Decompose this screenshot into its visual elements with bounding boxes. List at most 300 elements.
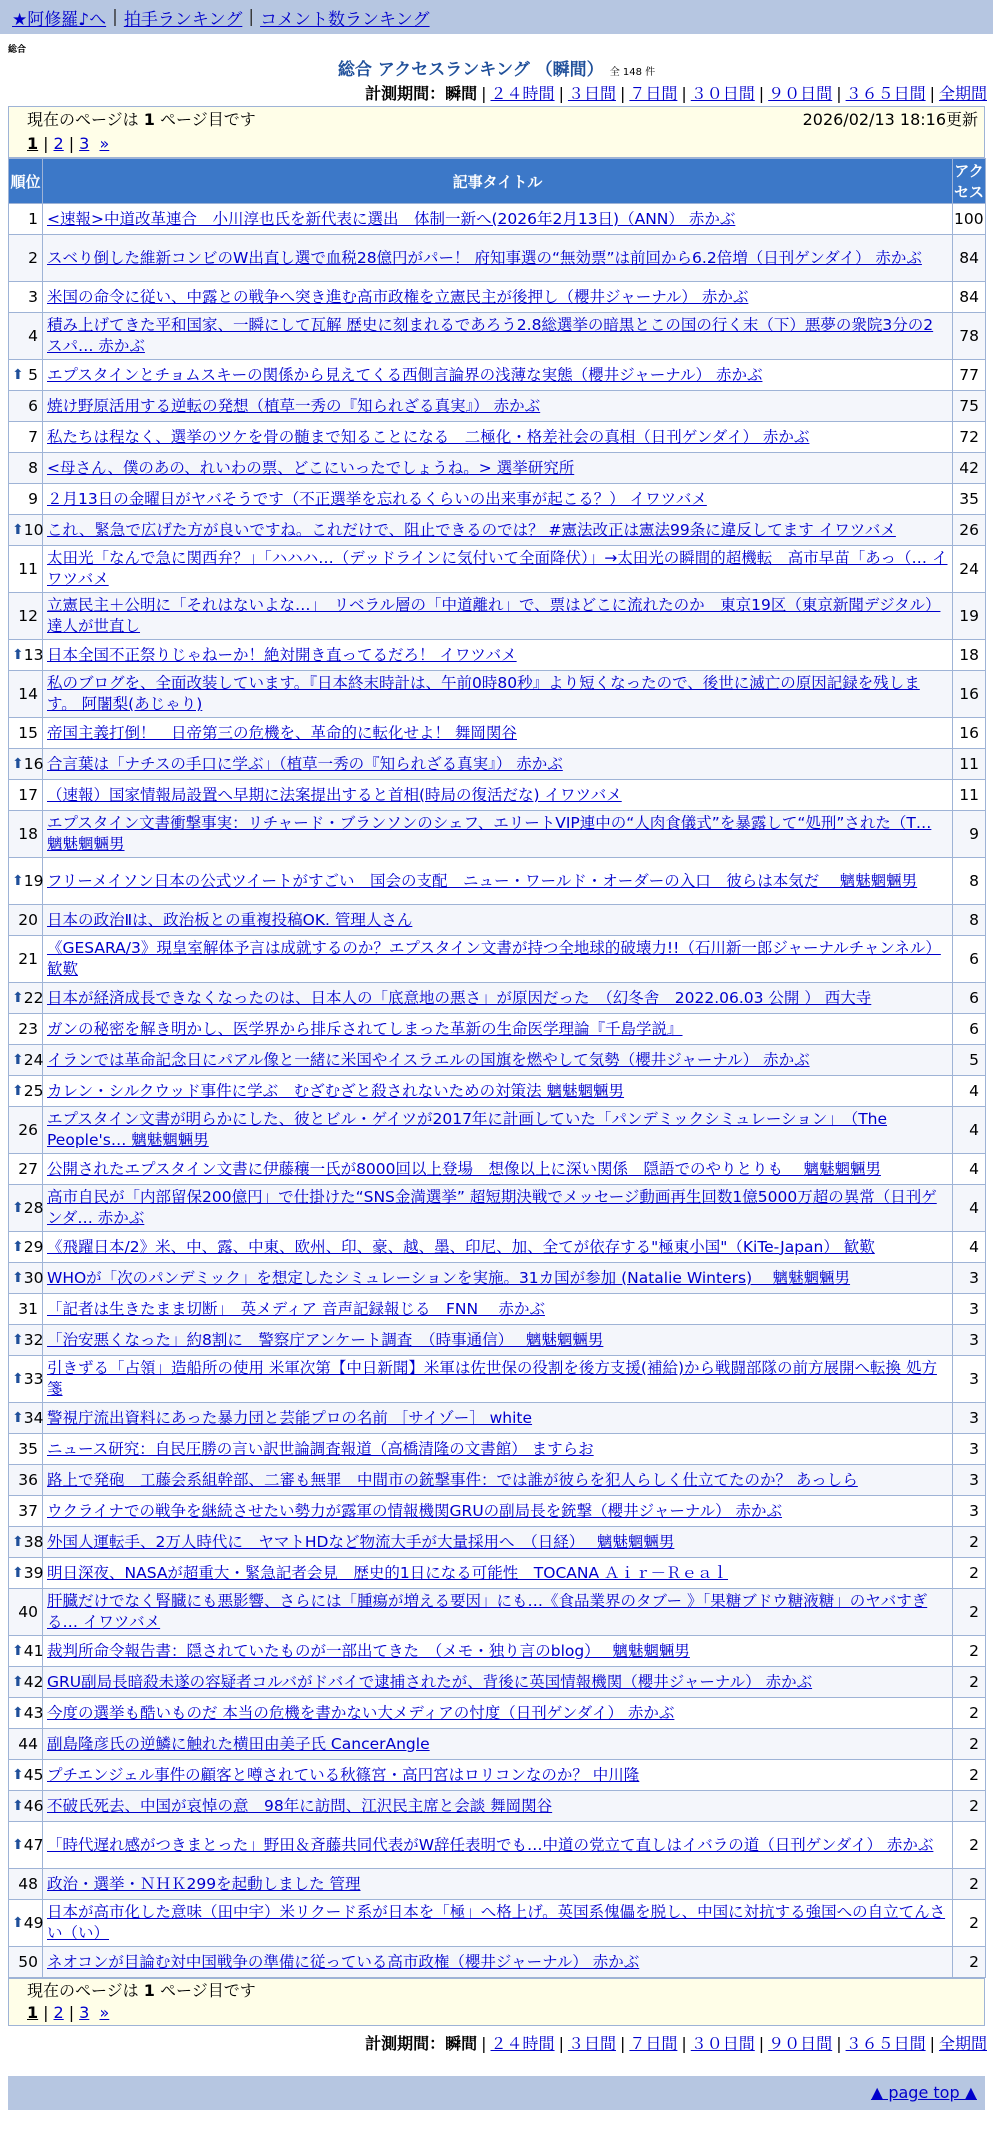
rank-cell (9, 749, 43, 780)
rank-cell (9, 1263, 43, 1294)
access-count: 8 (953, 858, 986, 905)
access-count: 3 (953, 1403, 986, 1434)
up-arrow-icon: ⬆ (12, 366, 24, 383)
rank-number: 30 (23, 1268, 44, 1287)
page-separator: | (68, 2003, 75, 2022)
title-cell (43, 905, 953, 936)
rank-cell (9, 718, 43, 749)
article-link[interactable]: カレン・シルクウッド事件に学ぶ むざむざと殺されないための対策法 魑魅魍魎男 (47, 1081, 625, 1100)
period-link[interactable]: ９０日間 (768, 84, 833, 103)
title-cell (43, 811, 953, 858)
article-link[interactable]: 焼け野原活用する逆転の発想（植草一秀の『知られざる真実』） 赤かぶ (47, 396, 541, 415)
home-link[interactable]: ★阿修羅♪へ (12, 9, 107, 30)
up-arrow-icon: ⬆ (12, 1199, 24, 1216)
article-link[interactable]: 高市自民が「内部留保200億円」で仕掛けた“SNS金満選挙” 超短期決戦でメッセージ動画再生回数1億5000万超の異常（日刊ゲンダ… 赤かぶ (47, 1188, 937, 1227)
rank-number: 25 (23, 1081, 44, 1100)
rank-number: 38 (23, 1532, 44, 1551)
article-link[interactable]: 明日深夜、NASAが超重大・緊急記者会見 歴史的1日になる可能性 TOCANA Ａｉｒ－Ｒｅａｌ (47, 1563, 729, 1582)
access-count: 11 (953, 780, 986, 811)
period-link[interactable]: ２４時間 (490, 2034, 555, 2053)
article-link[interactable]: WHOが「次のパンデミック」を想定したシミュレーションを実施。31カ国が参加 (Natalie Winters) 魑魅魍魎男 (47, 1268, 851, 1287)
up-arrow-icon: ⬆ (12, 989, 24, 1006)
rank-number: 32 (23, 1330, 44, 1349)
article-link[interactable]: 太田光「なんで急に関西弁？」「ハハハ…（デッドラインに気付いて全面降伏）」→太田光の瞬間的超機転 高市早苗「あっ（… イワツバメ (47, 549, 948, 588)
access-count: 4 (953, 1107, 986, 1154)
period-label: 計測期間： (365, 84, 446, 103)
period-link[interactable]: ３６５日間 (845, 84, 926, 103)
rank-cell (9, 1434, 43, 1465)
rank-cell (9, 453, 43, 484)
rank-cell (9, 1667, 43, 1698)
period-separator: | (481, 2034, 487, 2053)
current-page-text: 現在のページは 1 ページ目です (27, 1981, 256, 2000)
current-page-text: 現在のページは 1 ページ目です (27, 110, 256, 129)
up-arrow-icon: ⬆ (12, 521, 24, 538)
period-link[interactable]: ３０日間 (690, 84, 755, 103)
access-count: 2 (953, 1822, 986, 1869)
up-arrow-icon: ⬆ (12, 1914, 24, 1931)
up-arrow-icon: ⬆ (12, 755, 24, 772)
title-cell (43, 858, 953, 905)
table-row (9, 1014, 986, 1045)
rank-cell (9, 1496, 43, 1527)
title-cell (43, 282, 953, 313)
title-cell (43, 1185, 953, 1232)
rank-number: 14 (18, 684, 38, 703)
rank-cell (9, 235, 43, 282)
title-cell (43, 1014, 953, 1045)
title-cell (43, 1434, 953, 1465)
period-link[interactable]: ３０日間 (690, 2034, 755, 2053)
access-count: 2 (953, 1589, 986, 1636)
rank-cell (9, 780, 43, 811)
table-row (9, 1076, 986, 1107)
article-link[interactable]: （速報）国家情報局設置へ早期に法案提出すると首相(時局の復活だな) イワツバメ (47, 785, 622, 804)
period-separator: | (558, 84, 564, 103)
table-row (9, 1403, 986, 1434)
period-current: 瞬間 (445, 84, 478, 103)
title-cell (43, 515, 953, 546)
access-count: 5 (953, 1045, 986, 1076)
up-arrow-icon: ⬆ (12, 1836, 24, 1853)
title-cell (43, 1527, 953, 1558)
access-count: 2 (953, 1869, 986, 1900)
page-title (0, 58, 993, 82)
rank-cell (9, 1185, 43, 1232)
access-count: 26 (953, 515, 986, 546)
article-link[interactable]: 「記者は生きたまま切断」 英メディア 音声記録報じる FNN 赤かぶ (47, 1299, 545, 1318)
comment-ranking-link[interactable]: コメント数ランキング (260, 9, 430, 30)
article-link[interactable]: これ、緊急で広げた方が良いですね。これだけで、阻止できるのでは？ #憲法改正は憲法99条に違反してます イワツバメ (47, 520, 896, 539)
rank-cell (9, 983, 43, 1014)
title-cell (43, 1403, 953, 1434)
rank-cell (9, 1558, 43, 1589)
rank-number: 47 (23, 1835, 44, 1854)
rank-number: 11 (18, 559, 38, 578)
period-selector (0, 2032, 993, 2056)
period-link[interactable]: 全期間 (938, 84, 987, 103)
title-cell (43, 391, 953, 422)
article-link[interactable]: 私のブログを、全面改装しています。『日本終末時計は、午前0時80秒』より短くなったので、後世に滅亡の原因記録を残します。 阿闍梨(あじゃり) (47, 674, 920, 713)
up-arrow-icon: ⬆ (12, 1269, 24, 1286)
page-link[interactable]: 3 (79, 2003, 90, 2022)
clap-ranking-link[interactable]: 拍手ランキング (123, 9, 243, 30)
rank-cell (9, 671, 43, 718)
access-count: 2 (953, 1667, 986, 1698)
article-link[interactable]: GRU副局長暗殺未遂の容疑者コルバがドバイで逮捕されたが、背後に英国情報機関（櫻井ジャーナル） 赤かぶ (47, 1672, 813, 1691)
title-header: 記事タイトル (43, 159, 953, 204)
table-row (9, 453, 986, 484)
article-link[interactable]: ニュース研究：自民圧勝の言い訳世論調査報道（高橋清隆の文書館） ますらお (47, 1439, 594, 1458)
table-row (9, 718, 986, 749)
table-row (9, 1698, 986, 1729)
rank-number: 27 (18, 1159, 38, 1178)
article-link[interactable]: 《飛躍日本/2》米、中、露、中東、欧州、印、豪、越、墨、印尼、加、全てが依存する"極東小国"（KiTe-Japan） 歓歎 (47, 1237, 875, 1256)
article-link[interactable]: 引きずる「占領」造船所の使用 米軍次第【中日新聞】米軍は佐世保の役割を後方支援(補給)から戦闘部隊の前方展開へ転換 処方箋 (47, 1359, 937, 1398)
access-count: 4 (953, 1232, 986, 1263)
rank-number: 4 (28, 326, 38, 345)
period-separator: | (929, 84, 935, 103)
article-link[interactable]: 米国の命令に従い、中露との戦争へ突き進む高市政権を立憲民主が後押し（櫻井ジャーナル） 赤かぶ (47, 287, 749, 306)
rank-number: 35 (18, 1439, 38, 1458)
article-link[interactable]: 日本が高市化した意味（田中宇）米リクード系が日本を「極」へ格上げ。英国系傀儡を脱し、中国に対抗する強国への自立てんさい（い） (47, 1903, 946, 1942)
up-arrow-icon: ⬆ (12, 1409, 24, 1426)
title-cell (43, 1698, 953, 1729)
article-link[interactable]: ネオコンが目論む対中国戦争の準備に従っている高市政権（櫻井ジャーナル） 赤かぶ (47, 1952, 640, 1971)
article-link[interactable]: イランでは革命記念日にパアル像と一緒に米国やイスラエルの国旗を燃やして気勢（櫻井ジャーナル） 赤かぶ (47, 1050, 810, 1069)
rank-number: 3 (28, 287, 38, 306)
title-cell (43, 671, 953, 718)
rank-number: 37 (18, 1501, 38, 1520)
table-row (9, 546, 986, 593)
title-cell (43, 1667, 953, 1698)
table-row (9, 1729, 986, 1760)
nav-separator: | (248, 7, 255, 27)
table-row (9, 936, 986, 983)
rank-number: 34 (23, 1408, 44, 1427)
category-label: 総合 (8, 45, 27, 55)
rank-number: 21 (18, 949, 38, 968)
access-count: 2 (953, 1900, 986, 1947)
period-link[interactable]: ３日間 (567, 2034, 616, 2053)
title-cell (43, 1107, 953, 1154)
access-count: 3 (953, 1263, 986, 1294)
pager-top (8, 106, 985, 158)
period-current: 瞬間 (445, 2034, 478, 2053)
up-arrow-icon: ⬆ (12, 1051, 24, 1068)
rank-number: 49 (23, 1913, 44, 1932)
rank-cell (9, 546, 43, 593)
rank-cell (9, 1869, 43, 1900)
period-link[interactable]: ７日間 (629, 84, 678, 103)
rank-header: 順位 (9, 159, 43, 204)
title-cell (43, 422, 953, 453)
next-page-link[interactable]: » (99, 2003, 110, 2022)
article-link[interactable]: 《GESARA/3》現皇室解体予言は成就するのか？エプスタイン文書が持つ全地球的破壊力!!（石川新一郎ジャーナルチャンネル） 歓歎 (47, 939, 941, 978)
period-link[interactable]: ３６５日間 (845, 2034, 926, 2053)
article-link[interactable]: <母さん、僕のあの、れいわの票、どこにいったでしょうね。> 選挙研究所 (47, 458, 575, 477)
title-cell (43, 235, 953, 282)
article-link[interactable]: <速報>中道改革連合 小川淳也氏を新代表に選出 体制一新へ(2026年2月13日)（ANN） 赤かぶ (47, 209, 736, 228)
table-row (9, 905, 986, 936)
top-navigation (0, 0, 993, 34)
table-row (9, 204, 986, 235)
table-row (9, 1822, 986, 1869)
table-row (9, 1434, 986, 1465)
rank-number: 46 (23, 1796, 44, 1815)
access-count: 2 (953, 1558, 986, 1589)
article-link[interactable]: 外国人運転手、2万人時代に ヤマトHDなど物流大手が大量採用へ （日経） 魑魅魍魎男 (47, 1532, 675, 1551)
table-row (9, 1356, 986, 1403)
rank-cell (9, 484, 43, 515)
article-link[interactable]: 日本が経済成長できなくなったのは、日本人の「底意地の悪さ」が原因だった （幻冬舎 2022.06.03 公開 ） 西大寺 (47, 988, 872, 1007)
total-count: 全 148 件 (609, 67, 656, 78)
access-count: 77 (953, 360, 986, 391)
rank-number: 16 (23, 754, 44, 773)
period-label: 計測期間： (365, 2034, 446, 2053)
access-count: 2 (953, 1791, 986, 1822)
rank-cell (9, 515, 43, 546)
article-link[interactable]: 公開されたエプスタイン文書に伊藤穰一氏が8000回以上登場 想像以上に深い関係 隠語でのやりとりも 魑魅魍魎男 (47, 1159, 881, 1178)
rank-number: 7 (28, 427, 38, 446)
title-cell (43, 1760, 953, 1791)
article-link[interactable]: 政治・選挙・ＮＨＫ299を起動しました 管理 (47, 1874, 361, 1893)
article-link[interactable]: ウクライナでの戦争を継続させたい勢力が露軍の情報機関GRUの副局長を銃撃（櫻井ジャーナル） 赤かぶ (47, 1501, 783, 1520)
up-arrow-icon: ⬆ (12, 1673, 24, 1690)
table-row (9, 1558, 986, 1589)
page-link: 1 (27, 2003, 39, 2022)
article-link[interactable]: 路上で発砲 工藤会系組幹部、二審も無罪 中間市の銃撃事件：では誰が彼らを犯人らしく仕立てたのか？ あっしら (47, 1470, 858, 1489)
title-cell (43, 780, 953, 811)
table-row (9, 780, 986, 811)
rank-cell (9, 1232, 43, 1263)
rank-number: 48 (18, 1874, 38, 1893)
rank-cell (9, 1045, 43, 1076)
rank-cell (9, 313, 43, 360)
table-row (9, 1045, 986, 1076)
period-separator: | (836, 84, 842, 103)
title-cell (43, 1636, 953, 1667)
rank-cell (9, 1822, 43, 1869)
title-cell (43, 1900, 953, 1947)
table-row (9, 1325, 986, 1356)
up-arrow-icon: ⬆ (12, 1766, 24, 1783)
period-link[interactable]: 全期間 (938, 2034, 987, 2053)
rank-cell (9, 204, 43, 235)
period-separator: | (558, 2034, 564, 2053)
rank-cell (9, 1325, 43, 1356)
article-link[interactable]: 立憲民主＋公明に「それはないよな…」 リベラル層の「中道離れ」で、票はどこに流れたのか 東京19区（東京新聞デジタル） 達人が世直し (47, 596, 941, 635)
period-separator: | (681, 2034, 687, 2053)
title-cell (43, 484, 953, 515)
title-cell (43, 1232, 953, 1263)
article-link[interactable]: 私たちは程なく、選挙のツケを骨の髄まで知ることになる 二極化・格差社会の真相（日刊ゲンダイ） 赤かぶ (47, 427, 810, 446)
access-count: 24 (953, 546, 986, 593)
table-row (9, 1636, 986, 1667)
up-arrow-icon: ⬆ (12, 1642, 24, 1659)
rank-cell (9, 1527, 43, 1558)
table-row (9, 1900, 986, 1947)
table-row (9, 282, 986, 313)
up-arrow-icon: ⬆ (12, 1082, 24, 1099)
page-title-text: 総合 アクセスランキング （瞬間） (337, 60, 604, 80)
table-row (9, 360, 986, 391)
article-link[interactable]: 不破氏死去、中国が哀悼の意 98年に訪問、江沢民主席と会談 舞岡関谷 (47, 1796, 553, 1815)
article-link[interactable]: 「治安悪くなった」約8割に 警察庁アンケート調査 （時事通信） 魑魅魍魎男 (47, 1330, 604, 1349)
title-cell (43, 313, 953, 360)
updated-timestamp: 2026/02/13 18:16更新 (802, 110, 978, 129)
title-cell (43, 1589, 953, 1636)
access-count: 2 (953, 1760, 986, 1791)
article-link[interactable]: プチエンジェル事件の顧客と噂されている秋篠宮・高円宮はロリコンなのか？ 中川隆 (47, 1765, 640, 1784)
article-link[interactable]: 警視庁流出資料にあった暴力団と芸能プロの名前 ［サイゾー］ white (47, 1408, 533, 1427)
article-link[interactable]: 合言葉は「ナチスの手口に学ぶ」（植草一秀の『知られざる真実』） 赤かぶ (47, 754, 563, 773)
period-link[interactable]: ２４時間 (490, 84, 555, 103)
rank-cell (9, 1076, 43, 1107)
article-link[interactable]: 肝臓だけでなく腎臓にも悪影響、さらには「腫瘍が増える要因」にも…《食品業界のタブー 》「果糖ブドウ糖液糖」のヤバすぎる… イワツバメ (47, 1592, 928, 1631)
access-header: アクセス (953, 159, 986, 204)
page-separator: | (43, 2003, 49, 2022)
period-link[interactable]: ３日間 (567, 84, 616, 103)
period-link[interactable]: ７日間 (629, 2034, 678, 2053)
access-count: 16 (953, 671, 986, 718)
page-link[interactable]: 2 (53, 2003, 64, 2022)
rank-cell (9, 1154, 43, 1185)
article-link[interactable]: エプスタイン文書が明らかにした、彼とビル・ゲイツが2017年に計画していた「パンデミックシミュレーション」 （The People's… 魑魅魍魎男 (47, 1110, 888, 1149)
period-separator: | (836, 2034, 842, 2053)
title-cell (43, 718, 953, 749)
title-cell (43, 1791, 953, 1822)
table-row (9, 235, 986, 282)
rank-cell (9, 1107, 43, 1154)
article-link[interactable]: 帝国主義打倒！ 日帝第三の危機を、革命的に転化せよ！ 舞岡関谷 (47, 723, 517, 742)
title-cell (43, 1154, 953, 1185)
table-row (9, 1154, 986, 1185)
up-arrow-icon: ⬆ (12, 1797, 24, 1814)
page-link[interactable]: 2 (53, 134, 64, 153)
rank-cell (9, 422, 43, 453)
access-count: 9 (953, 811, 986, 858)
rank-number: 6 (28, 396, 38, 415)
rank-cell (9, 1636, 43, 1667)
access-count: 2 (953, 1636, 986, 1667)
rank-number: 28 (23, 1198, 44, 1217)
access-count: 42 (953, 453, 986, 484)
rank-number: 5 (28, 365, 38, 384)
rank-number: 29 (23, 1237, 44, 1256)
page-links (9, 133, 984, 157)
article-link[interactable]: フリーメイソン日本の公式ツイートがすごい 国会の支配 ニュー・ワールド・オーダーの入口 彼らは本気だ 魑魅魍魎男 (47, 871, 918, 890)
article-link[interactable]: 日本全国不正祭りじゃねーか！絶対開き直ってるだろ！ イワツバメ (47, 645, 517, 664)
title-cell (43, 640, 953, 671)
rank-number: 44 (18, 1734, 38, 1753)
table-row (9, 1760, 986, 1791)
title-cell (43, 1045, 953, 1076)
up-arrow-icon: ⬆ (12, 1331, 24, 1348)
rank-number: 36 (18, 1470, 38, 1489)
access-count: 35 (953, 484, 986, 515)
table-row (9, 1465, 986, 1496)
access-count: 75 (953, 391, 986, 422)
title-cell (43, 360, 953, 391)
table-row (9, 593, 986, 640)
next-page-link[interactable]: » (99, 134, 110, 153)
article-link[interactable]: 今度の選挙も酷いものだ 本当の危機を書かない大メディアの忖度（日刊ゲンダイ） 赤かぶ (47, 1703, 675, 1722)
rank-number: 10 (23, 520, 44, 539)
article-link[interactable]: スベり倒した維新コンビのW出直し選で血税28億円がパー！ 府知事選の“無効票”は前回から6.2倍増（日刊ゲンダイ） 赤かぶ (47, 248, 922, 267)
access-count: 3 (953, 1325, 986, 1356)
title-cell (43, 593, 953, 640)
page-top-link[interactable]: ▲ page top ▲ (870, 2083, 977, 2102)
table-row (9, 1589, 986, 1636)
period-separator: | (619, 84, 626, 103)
article-link[interactable]: ２月13日の金曜日がヤバそうです（不正選挙を忘れるくらいの出来事が起こる？） イワツバメ (47, 489, 707, 508)
title-cell (43, 1294, 953, 1325)
title-cell (43, 453, 953, 484)
rank-number: 17 (18, 785, 38, 804)
rank-number: 40 (18, 1602, 38, 1621)
up-arrow-icon: ⬆ (12, 1564, 24, 1581)
rank-number: 23 (18, 1019, 38, 1038)
article-link[interactable]: 裁判所命令報告書：隠されていたものが一部出てきた （メモ・独り言のblog） 魑魅魍魎男 (47, 1641, 690, 1660)
access-count: 78 (953, 313, 986, 360)
title-cell (43, 1496, 953, 1527)
access-count: 72 (953, 422, 986, 453)
table-row (9, 422, 986, 453)
access-count: 84 (953, 235, 986, 282)
up-arrow-icon: ⬆ (12, 1533, 24, 1550)
article-link[interactable]: 日本の政治Ⅱは、政治板との重複投稿OK. 管理人さん (47, 910, 413, 929)
title-cell (43, 204, 953, 235)
rank-number: 24 (23, 1050, 44, 1069)
table-row (9, 1232, 986, 1263)
page-link[interactable]: 3 (79, 134, 90, 153)
rank-cell (9, 1900, 43, 1947)
rank-cell (9, 391, 43, 422)
article-link[interactable]: 「時代遅れ感がつきまとった」野田＆斉藤共同代表がW辞任表明でも…中道の党立て直しはイバラの道（日刊ゲンダイ） 赤かぶ (47, 1835, 934, 1854)
access-count: 4 (953, 1154, 986, 1185)
rank-cell (9, 1403, 43, 1434)
rank-number: 12 (18, 606, 38, 625)
title-cell (43, 1947, 953, 1978)
article-link[interactable]: ガンの秘密を解き明かし、医学界から排斥されてしまった革新の生命医学理論『千島学説』 (47, 1019, 683, 1038)
rank-number: 42 (23, 1672, 44, 1691)
access-count: 3 (953, 1294, 986, 1325)
article-link[interactable]: エプスタイン文書衝撃事実：リチャード・ブランソンのシェフ、エリートVIP連中の“人肉食儀式”を暴露して“処刑”された（T… 魑魅魍魎男 (47, 814, 932, 853)
rank-cell (9, 640, 43, 671)
up-arrow-icon: ⬆ (12, 646, 24, 663)
rank-cell (9, 1791, 43, 1822)
rank-cell (9, 1356, 43, 1403)
period-link[interactable]: ９０日間 (768, 2034, 833, 2053)
table-row (9, 983, 986, 1014)
page-links (9, 2003, 984, 2025)
rank-cell (9, 1465, 43, 1496)
rank-number: 39 (23, 1563, 44, 1582)
table-row (9, 1496, 986, 1527)
title-cell (43, 1729, 953, 1760)
table-row (9, 671, 986, 718)
article-link[interactable]: 副島隆彦氏の逆鱗に触れた横田由美子氏 CancerAngle (47, 1734, 430, 1753)
table-row (9, 313, 986, 360)
access-count: 2 (953, 1947, 986, 1978)
nav-separator: | (112, 7, 118, 27)
access-count: 3 (953, 1356, 986, 1403)
article-link[interactable]: 積み上げてきた平和国家、一瞬にして瓦解 歴史に刻まれるであろう2.8総選挙の暗黒とこの国の行く末（下）悪夢の衆院3分の2 スパ… 赤かぶ (47, 316, 934, 355)
article-link[interactable]: エプスタインとチョムスキーの関係から見えてくる西側言論界の浅薄な実態（櫻井ジャーナル） 赤かぶ (47, 365, 763, 384)
rank-cell (9, 858, 43, 905)
table-row (9, 1294, 986, 1325)
